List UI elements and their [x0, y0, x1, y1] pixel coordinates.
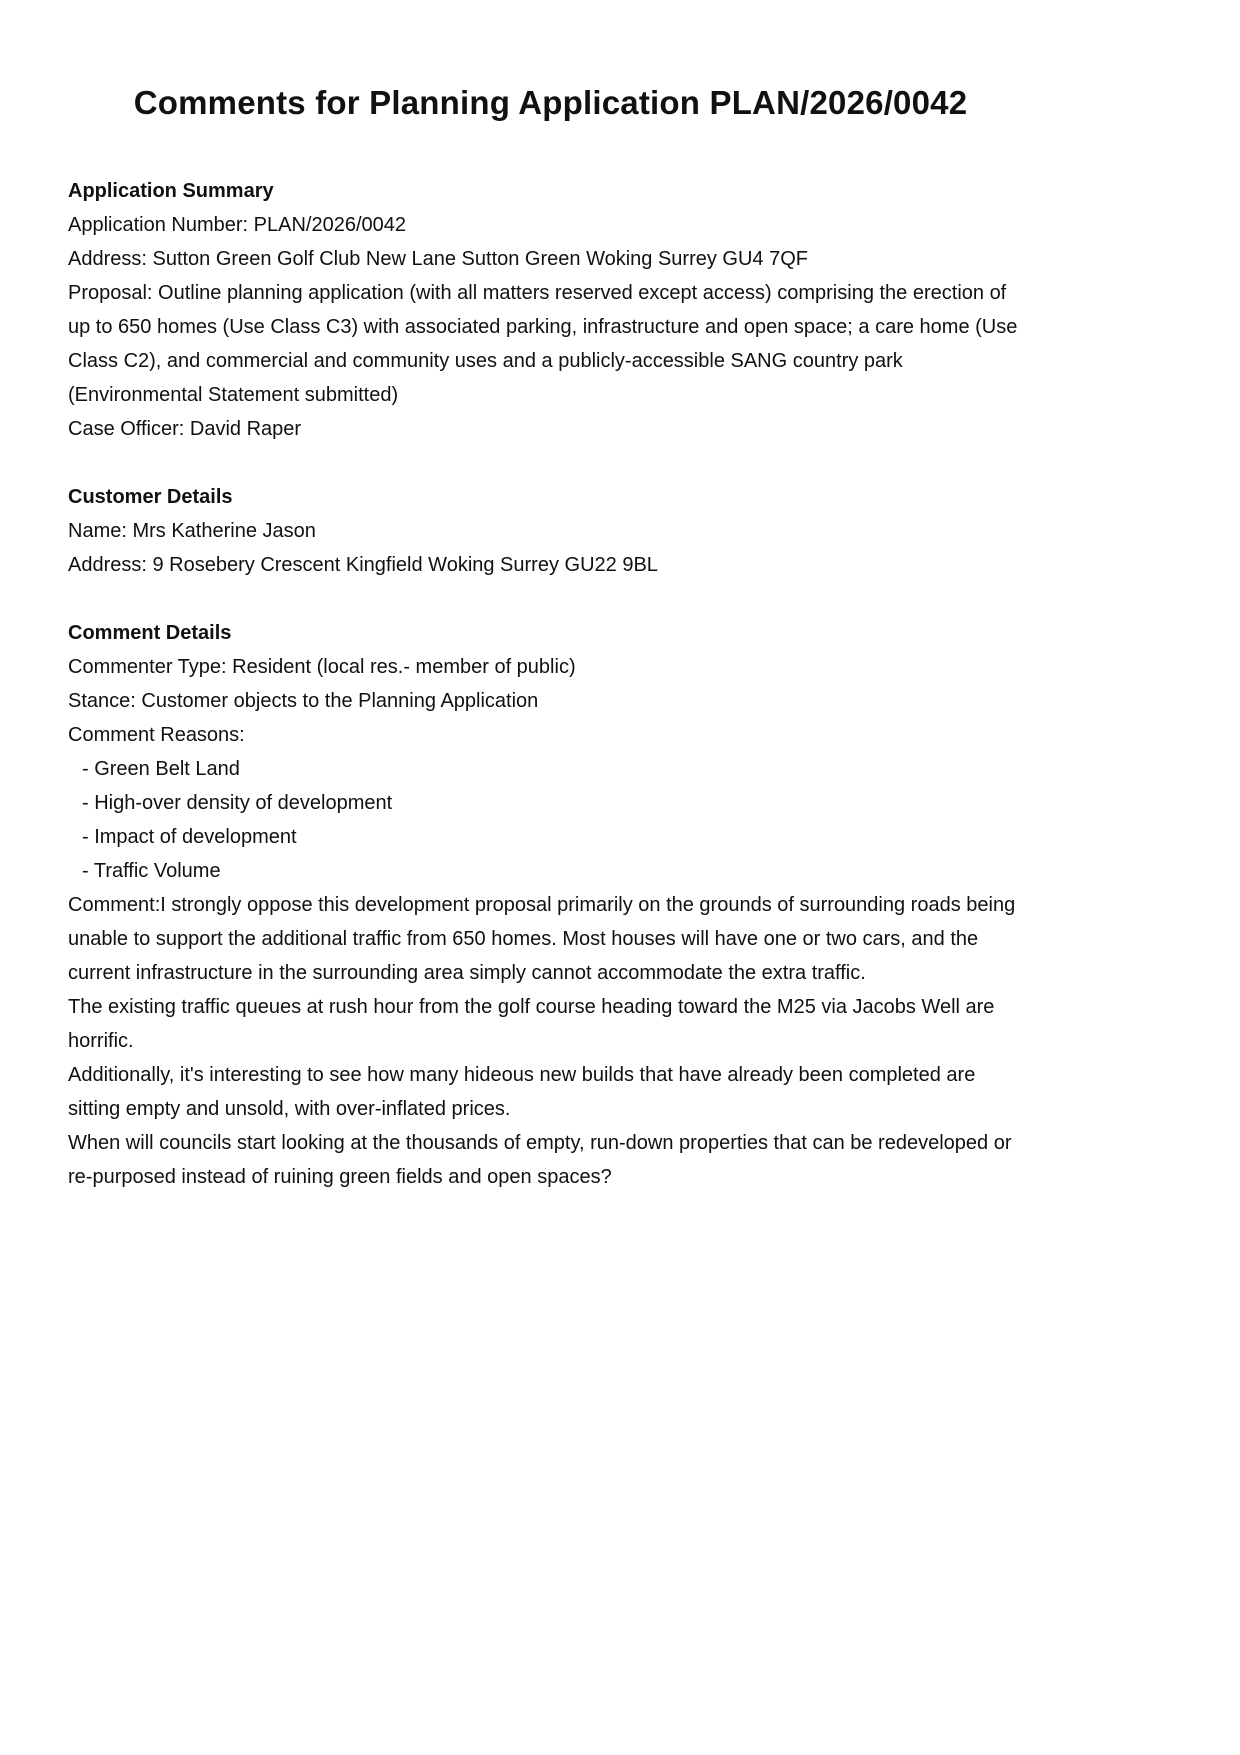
comment-paragraph: Additionally, it's interesting to see how many hideous new builds that have already been completed are sitting empty and unsold, with over-inflated prices. — [68, 1064, 976, 1120]
proposal-line: Proposal: Outline planning application (with all matters reserved except access) comprising the erection of up to 650 homes (Use Class C3) with associated parking, infrastructure and open space; a care home (Use Class C2), and commercial and community uses and a publicly-accessible SANG country park (Environmental Statement submitted) — [68, 282, 1018, 406]
comment-details-section — [68, 616, 1033, 1194]
application-number-line: Application Number: PLAN/2026/0042 — [68, 214, 406, 236]
page-title: Comments for Planning Application PLAN/2026/0042 — [133, 84, 968, 121]
comment-details-heading: Comment Details — [68, 622, 232, 644]
comment-reason-item: - Green Belt Land — [82, 758, 240, 780]
commenter-type-line: Commenter Type: Resident (local res.- member of public) — [68, 656, 576, 678]
case-officer-line: Case Officer: David Raper — [68, 418, 302, 440]
comment-paragraph: When will councils start looking at the thousands of empty, run-down properties that can be redeveloped or re-purposed instead of ruining green fields and open spaces? — [68, 1132, 1012, 1188]
application-summary-heading: Application Summary — [68, 180, 274, 202]
comment-reason-item: - High-over density of development — [82, 792, 393, 814]
customer-address-line: Address: 9 Rosebery Crescent Kingfield Woking Surrey GU22 9BL — [68, 554, 658, 576]
comment-reason-item: - Impact of development — [82, 826, 297, 848]
stance-line: Stance: Customer objects to the Planning Application — [68, 690, 539, 712]
application-address-line: Address: Sutton Green Golf Club New Lane Sutton Green Woking Surrey GU4 7QF — [68, 248, 808, 270]
comment-paragraph: Comment:I strongly oppose this development proposal primarily on the grounds of surrounding roads being unable to support the additional traffic from 650 homes. Most houses will have one or two cars, and the current infrastructure in the surrounding area simply cannot accommodate the extra traffic. — [68, 894, 1016, 984]
application-summary-section — [68, 174, 1033, 446]
comment-paragraph: The existing traffic queues at rush hour from the golf course heading toward the M25 via Jacobs Well are horrific. — [68, 996, 995, 1052]
customer-details-section — [68, 480, 1033, 582]
customer-name-line: Name: Mrs Katherine Jason — [68, 520, 316, 542]
comment-reason-item: - Traffic Volume — [82, 860, 221, 882]
comment-reasons-label: Comment Reasons: — [68, 724, 245, 746]
customer-details-heading: Customer Details — [68, 486, 233, 508]
